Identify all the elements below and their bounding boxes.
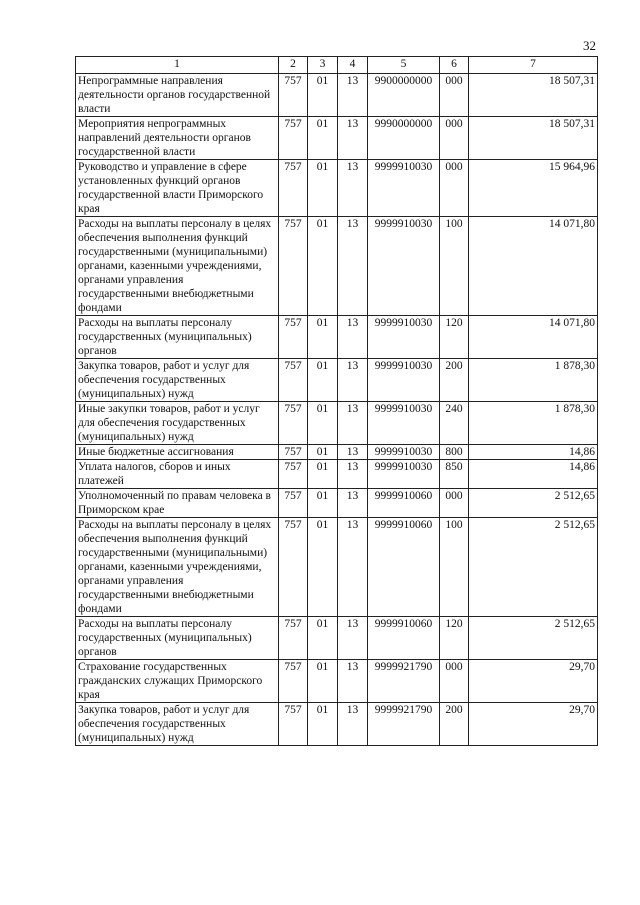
row-section-cell: 01 bbox=[308, 160, 338, 217]
row-target-article-cell: 9999910060 bbox=[368, 489, 440, 518]
row-code-cell: 757 bbox=[279, 402, 308, 445]
row-name-cell: Уполномоченный по правам человека в Приморском крае bbox=[76, 489, 279, 518]
row-target-article-cell: 9999910060 bbox=[368, 518, 440, 617]
row-target-article-cell: 9999910030 bbox=[368, 445, 440, 460]
row-code-cell: 757 bbox=[279, 460, 308, 489]
row-target-article-cell: 9999910060 bbox=[368, 617, 440, 660]
row-section-cell: 01 bbox=[308, 217, 338, 316]
row-amount-cell: 29,70 bbox=[469, 703, 598, 746]
row-amount-cell: 18 507,31 bbox=[469, 74, 598, 117]
row-expense-type-cell: 100 bbox=[440, 518, 469, 617]
table-row bbox=[76, 617, 598, 660]
row-expense-type-cell: 000 bbox=[440, 160, 469, 217]
row-amount-cell: 29,70 bbox=[469, 660, 598, 703]
row-expense-type-cell: 240 bbox=[440, 402, 469, 445]
row-subsection-cell: 13 bbox=[338, 402, 368, 445]
row-target-article-cell: 9999910030 bbox=[368, 359, 440, 402]
row-section-cell: 01 bbox=[308, 445, 338, 460]
row-subsection-cell: 13 bbox=[338, 460, 368, 489]
row-subsection-cell: 13 bbox=[338, 359, 368, 402]
row-section-cell: 01 bbox=[308, 617, 338, 660]
row-expense-type-cell: 000 bbox=[440, 660, 469, 703]
table-row bbox=[76, 445, 598, 460]
table-row bbox=[76, 160, 598, 217]
table-row bbox=[76, 489, 598, 518]
row-amount-cell: 1 878,30 bbox=[469, 359, 598, 402]
row-section-cell: 01 bbox=[308, 518, 338, 617]
header-cell: 5 bbox=[368, 57, 440, 74]
row-section-cell: 01 bbox=[308, 117, 338, 160]
row-section-cell: 01 bbox=[308, 316, 338, 359]
row-expense-type-cell: 800 bbox=[440, 445, 469, 460]
row-expense-type-cell: 850 bbox=[440, 460, 469, 489]
row-target-article-cell: 9999910030 bbox=[368, 217, 440, 316]
row-name-cell: Расходы на выплаты персоналу в целях обеспечения выполнения функций государственными (муниципальными) органами, казенными учреждениями, органами управления государственными внебюджетными фондами bbox=[76, 217, 279, 316]
row-code-cell: 757 bbox=[279, 217, 308, 316]
row-subsection-cell: 13 bbox=[338, 518, 368, 617]
row-code-cell: 757 bbox=[279, 316, 308, 359]
row-code-cell: 757 bbox=[279, 518, 308, 617]
table-row bbox=[76, 117, 598, 160]
row-target-article-cell: 9999921790 bbox=[368, 703, 440, 746]
row-code-cell: 757 bbox=[279, 703, 308, 746]
row-expense-type-cell: 200 bbox=[440, 703, 469, 746]
row-subsection-cell: 13 bbox=[338, 617, 368, 660]
table-row bbox=[76, 660, 598, 703]
row-amount-cell: 14 071,80 bbox=[469, 217, 598, 316]
row-amount-cell: 2 512,65 bbox=[469, 617, 598, 660]
row-amount-cell: 15 964,96 bbox=[469, 160, 598, 217]
row-expense-type-cell: 000 bbox=[440, 74, 469, 117]
row-amount-cell: 2 512,65 bbox=[469, 518, 598, 617]
row-target-article-cell: 9999910030 bbox=[368, 402, 440, 445]
header-cell: 2 bbox=[279, 57, 308, 74]
row-name-cell: Страхование государственных гражданских служащих Приморского края bbox=[76, 660, 279, 703]
budget-table bbox=[75, 56, 598, 746]
header-cell: 3 bbox=[308, 57, 338, 74]
row-name-cell: Иные бюджетные ассигнования bbox=[76, 445, 279, 460]
row-amount-cell: 18 507,31 bbox=[469, 117, 598, 160]
row-expense-type-cell: 120 bbox=[440, 316, 469, 359]
row-name-cell: Расходы на выплаты персоналу государственных (муниципальных) органов bbox=[76, 316, 279, 359]
row-code-cell: 757 bbox=[279, 74, 308, 117]
header-cell: 7 bbox=[469, 57, 598, 74]
table-row bbox=[76, 402, 598, 445]
header-cell: 1 bbox=[76, 57, 279, 74]
row-expense-type-cell: 000 bbox=[440, 489, 469, 518]
row-subsection-cell: 13 bbox=[338, 703, 368, 746]
row-section-cell: 01 bbox=[308, 460, 338, 489]
row-name-cell: Расходы на выплаты персоналу государственных (муниципальных) органов bbox=[76, 617, 279, 660]
row-expense-type-cell: 120 bbox=[440, 617, 469, 660]
page-number: 32 bbox=[583, 38, 596, 53]
row-amount-cell: 2 512,65 bbox=[469, 489, 598, 518]
row-target-article-cell: 9990000000 bbox=[368, 117, 440, 160]
row-section-cell: 01 bbox=[308, 359, 338, 402]
row-name-cell: Руководство и управление в сфере установленных функций органов государственной власти Приморского края bbox=[76, 160, 279, 217]
table-row bbox=[76, 518, 598, 617]
row-subsection-cell: 13 bbox=[338, 217, 368, 316]
row-name-cell: Иные закупки товаров, работ и услуг для обеспечения государственных (муниципальных) нужд bbox=[76, 402, 279, 445]
row-expense-type-cell: 000 bbox=[440, 117, 469, 160]
row-expense-type-cell: 200 bbox=[440, 359, 469, 402]
row-amount-cell: 14,86 bbox=[469, 460, 598, 489]
row-name-cell: Мероприятия непрограммных направлений деятельности органов государственной власти bbox=[76, 117, 279, 160]
row-target-article-cell: 9999910030 bbox=[368, 460, 440, 489]
row-code-cell: 757 bbox=[279, 445, 308, 460]
header-cell: 4 bbox=[338, 57, 368, 74]
row-expense-type-cell: 100 bbox=[440, 217, 469, 316]
row-subsection-cell: 13 bbox=[338, 74, 368, 117]
row-code-cell: 757 bbox=[279, 489, 308, 518]
row-section-cell: 01 bbox=[308, 402, 338, 445]
row-code-cell: 757 bbox=[279, 359, 308, 402]
row-code-cell: 757 bbox=[279, 617, 308, 660]
row-name-cell: Закупка товаров, работ и услуг для обеспечения государственных (муниципальных) нужд bbox=[76, 703, 279, 746]
table-header-row bbox=[76, 57, 598, 74]
row-amount-cell: 1 878,30 bbox=[469, 402, 598, 445]
row-subsection-cell: 13 bbox=[338, 160, 368, 217]
row-target-article-cell: 9999910030 bbox=[368, 316, 440, 359]
table-row bbox=[76, 460, 598, 489]
header-cell: 6 bbox=[440, 57, 469, 74]
table-row bbox=[76, 316, 598, 359]
table-row bbox=[76, 217, 598, 316]
row-subsection-cell: 13 bbox=[338, 489, 368, 518]
table-row bbox=[76, 359, 598, 402]
row-name-cell: Расходы на выплаты персоналу в целях обеспечения выполнения функций государственными (муниципальными) органами, казенными учреждениями, органами управления государственными внебюджетными фондами bbox=[76, 518, 279, 617]
row-code-cell: 757 bbox=[279, 660, 308, 703]
row-target-article-cell: 9900000000 bbox=[368, 74, 440, 117]
row-name-cell: Уплата налогов, сборов и иных платежей bbox=[76, 460, 279, 489]
row-name-cell: Закупка товаров, работ и услуг для обеспечения государственных (муниципальных) нужд bbox=[76, 359, 279, 402]
row-amount-cell: 14,86 bbox=[469, 445, 598, 460]
row-code-cell: 757 bbox=[279, 117, 308, 160]
row-subsection-cell: 13 bbox=[338, 660, 368, 703]
table-row bbox=[76, 703, 598, 746]
row-section-cell: 01 bbox=[308, 660, 338, 703]
row-name-cell: Непрограммные направления деятельности органов государственной власти bbox=[76, 74, 279, 117]
table-row bbox=[76, 74, 598, 117]
row-subsection-cell: 13 bbox=[338, 316, 368, 359]
row-subsection-cell: 13 bbox=[338, 445, 368, 460]
row-section-cell: 01 bbox=[308, 74, 338, 117]
row-target-article-cell: 9999910030 bbox=[368, 160, 440, 217]
row-amount-cell: 14 071,80 bbox=[469, 316, 598, 359]
row-code-cell: 757 bbox=[279, 160, 308, 217]
row-section-cell: 01 bbox=[308, 703, 338, 746]
row-subsection-cell: 13 bbox=[338, 117, 368, 160]
row-section-cell: 01 bbox=[308, 489, 338, 518]
row-target-article-cell: 9999921790 bbox=[368, 660, 440, 703]
